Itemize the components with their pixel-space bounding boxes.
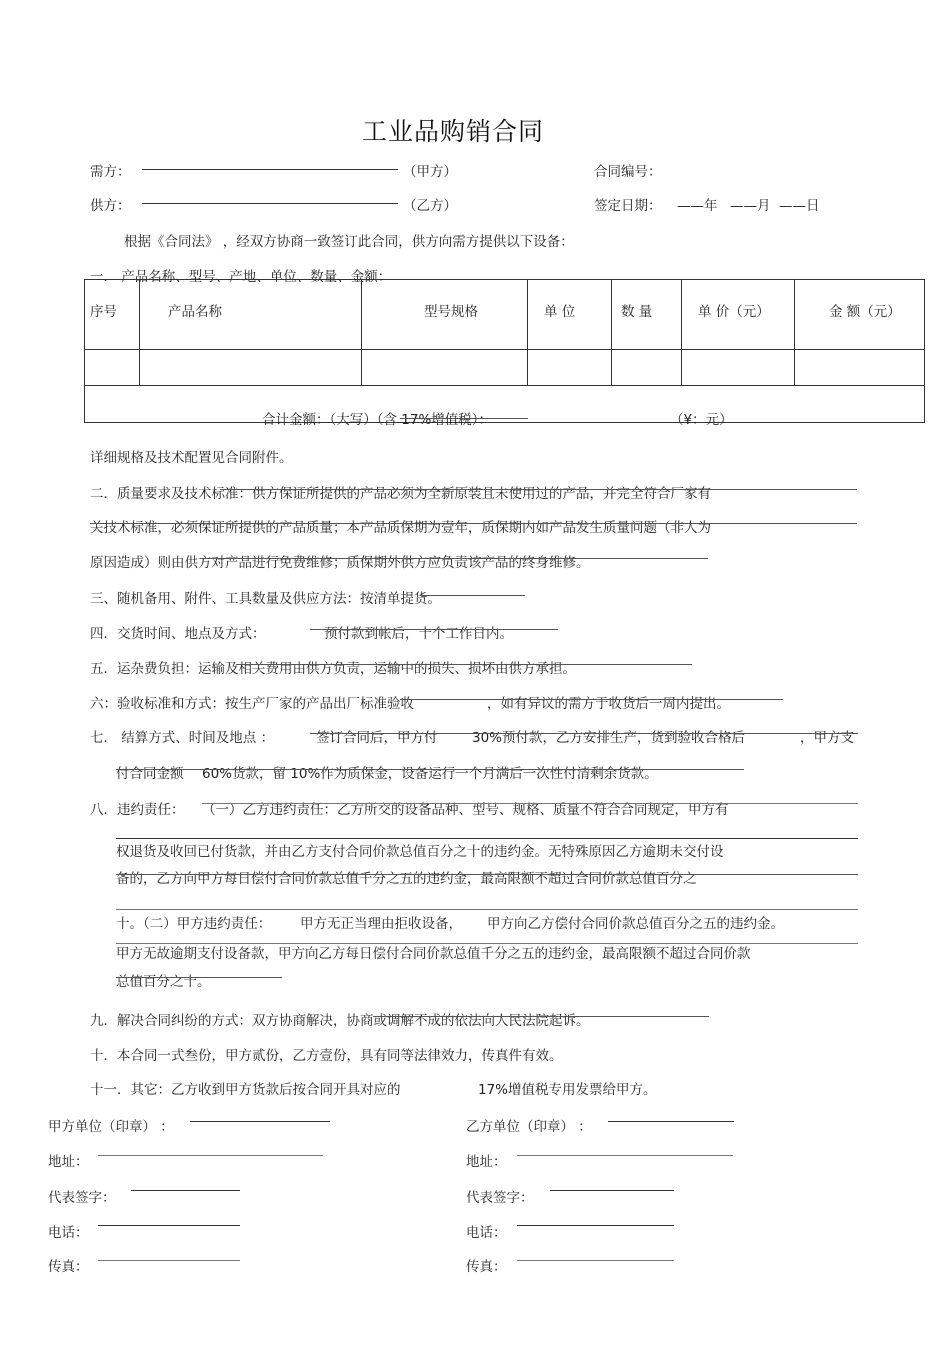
- seller-label: 供方：: [90, 198, 131, 214]
- section8-text: 甲方无故逾期支付设备款，甲方向乙方每日偿付合同价款总值千分之五的违约金，最高限额不超过合同价款: [116, 946, 751, 962]
- rule-line: [116, 909, 858, 910]
- party-a-unit-field[interactable]: [190, 1121, 330, 1122]
- total-amount-value: （¥：元）: [670, 412, 733, 428]
- party-b-unit-field[interactable]: [608, 1121, 734, 1122]
- section7-text: 60%货款，留 10%作为质保金，设备运行一个月满后一次性付清剩余货款。: [202, 766, 658, 782]
- strike-line: [200, 558, 708, 559]
- section5: 五．运杂费负担：运输及相关费用由供方负责，运输中的损失、损坏由供方承担。: [90, 661, 576, 677]
- col-header-unit: 单 位: [528, 280, 612, 350]
- section7-text: 30%预付款，乙方安排生产，货到验收合格后: [472, 730, 746, 746]
- col-header-no: 序号: [85, 280, 140, 350]
- strike-line: [90, 523, 857, 524]
- party-a-phone-field[interactable]: [98, 1225, 240, 1226]
- col-header-name: 产品名称: [140, 280, 362, 350]
- party-a-address-label: 地址：: [48, 1154, 89, 1170]
- buyer-field[interactable]: [142, 169, 398, 170]
- buyer-role: （甲方）: [403, 164, 457, 180]
- table-cell[interactable]: [85, 350, 140, 386]
- section10: 十．本合同一式叁份，甲方贰份，乙方壹份，具有同等法律效力，传真件有效。: [90, 1048, 563, 1064]
- table-cell[interactable]: [612, 350, 682, 386]
- strike-line: [400, 699, 783, 700]
- section4-label: 四．交货时间、地点及方式：: [90, 626, 266, 642]
- strike-line: [220, 489, 857, 490]
- table-cell[interactable]: [362, 350, 528, 386]
- party-b-fax-label: 传真：: [466, 1259, 507, 1275]
- section8-text: 甲方向乙方偿付合同价款总值百分之五的违约金。: [487, 916, 784, 932]
- rule-line: [202, 803, 858, 804]
- section1-title: 一． 产品名称、型号、产地、单位、数量、金额：: [90, 269, 392, 285]
- buyer-label: 需方：: [90, 164, 131, 180]
- strike-line: [400, 418, 528, 419]
- strike-line: [373, 1016, 709, 1017]
- section8-text: 备的，乙方向甲方每日偿付合同价款总值千分之五的违约金，最高限额不超过合同价款总值百分之: [116, 871, 697, 887]
- date-day: ——日: [779, 198, 820, 214]
- appendix-note: 详细规格及技术配置见合同附件。: [90, 450, 293, 466]
- col-header-amount: 金 额（元）: [795, 280, 925, 350]
- party-a-rep-field[interactable]: [131, 1190, 240, 1191]
- section7-text: 签订合同后，甲方付: [316, 730, 438, 746]
- col-header-unit-price: 单 价（元）: [682, 280, 795, 350]
- party-b-fax-field[interactable]: [517, 1260, 674, 1261]
- section9: 九．解决合同纠纷的方式：双方协商解决，协商或调解不成的依法向人民法院起诉。: [90, 1013, 590, 1029]
- section7-label: 七． 结算方式、时间及地点 ：: [90, 730, 275, 746]
- section8-label: 八．违约责任：: [90, 802, 185, 818]
- strike-line: [236, 664, 692, 665]
- section6-part-b: ，如有异议的需方于收货后一周内提出。: [487, 696, 730, 712]
- section6-part-a: 六：验收标准和方式：按生产厂家的产品出厂标准验收: [90, 696, 414, 712]
- section2-line1: 二．质量要求及技术标准：供方保证所提供的产品必须为全新原装且未使用过的产品，并完全符合厂家有: [90, 486, 711, 502]
- contract-no-label: 合同编号：: [594, 164, 662, 180]
- section4-value: 预付款到帐后，十个工作日内。: [324, 626, 513, 642]
- date-month: ——月: [730, 198, 771, 214]
- sign-date-label: 签定日期：: [594, 198, 662, 214]
- party-b-phone-label: 电话：: [466, 1225, 507, 1241]
- party-a-rep-label: 代表签字：: [48, 1190, 116, 1206]
- section2-line3: 原因造成）则由供方对产品进行免费维修；质保期外供方应负责该产品的终身维修。: [90, 555, 590, 571]
- date-year: ——年: [677, 198, 718, 214]
- col-header-qty: 数 量: [612, 280, 682, 350]
- section8-text: 十。（二）甲方违约责任：: [116, 916, 272, 932]
- section8-text: （一）乙方违约责任：乙方所交的设备品种、型号、规格、质量不符合合同规定，甲方有: [202, 802, 729, 818]
- strike-line: [116, 977, 282, 978]
- section11-part-b: 17%增值税专用发票给甲方。: [478, 1082, 657, 1098]
- section3: 三、随机备用、附件、工具数量及供应方法：按清单提货。: [90, 591, 441, 607]
- party-b-unit-label: 乙方单位（印章） ：: [466, 1119, 592, 1135]
- table-cell[interactable]: [528, 350, 612, 386]
- page-title: 工业品购销合同: [362, 117, 545, 146]
- intro-paragraph: 根据《合同法》 ，经双方协商一致签订此合同，供方向需方提供以下设备：: [124, 234, 574, 250]
- strike-line: [310, 733, 858, 734]
- section8-text: 总值百分之十。: [116, 974, 211, 990]
- party-a-fax-label: 传真：: [48, 1259, 89, 1275]
- table-cell[interactable]: [795, 350, 925, 386]
- table-total-row: [85, 386, 925, 423]
- party-a-address-field[interactable]: [98, 1155, 323, 1156]
- table-cell[interactable]: [140, 350, 362, 386]
- section11-part-a: 十一．其它：乙方收到甲方货款后按合同开具对应的: [90, 1082, 401, 1098]
- party-b-phone-field[interactable]: [517, 1225, 674, 1226]
- product-table: [84, 279, 925, 423]
- rule-line: [116, 838, 858, 839]
- party-a-unit-label: 甲方单位（印章） ：: [48, 1119, 174, 1135]
- seller-role: （乙方）: [403, 198, 457, 214]
- total-amount-label: 合计金额：（大写）（含 17%增值税）：: [262, 412, 493, 428]
- table-cell[interactable]: [682, 350, 795, 386]
- col-header-model: 型号规格: [362, 280, 528, 350]
- strike-line: [420, 595, 525, 596]
- section2-line2: 关技术标准，必须保证所提供的产品质量；本产品质保期为壹年，质保期内如产品发生质量问题（非人为: [90, 520, 711, 536]
- strike-line: [116, 874, 858, 875]
- table-row: [85, 350, 925, 386]
- strike-line: [310, 629, 558, 630]
- section8-text: 甲方无正当理由拒收设备，: [300, 916, 462, 932]
- party-b-rep-field[interactable]: [550, 1190, 674, 1191]
- party-b-address-label: 地址：: [466, 1154, 507, 1170]
- seller-field[interactable]: [142, 203, 398, 204]
- table-header-row: [85, 280, 925, 350]
- party-b-address-field[interactable]: [517, 1155, 733, 1156]
- section7-text: ，甲方支: [800, 730, 854, 746]
- section8-text: 权退货及收回已付货款，并由乙方支付合同价款总值百分之十的违约金。无特殊原因乙方逾期未交付设: [116, 844, 724, 860]
- party-a-fax-field[interactable]: [98, 1260, 240, 1261]
- party-b-rep-label: 代表签字：: [466, 1190, 534, 1206]
- section7-text: 付合同金额: [116, 766, 184, 782]
- table-total-cell: [85, 386, 925, 423]
- strike-line: [116, 769, 744, 770]
- party-a-phone-label: 电话：: [48, 1225, 89, 1241]
